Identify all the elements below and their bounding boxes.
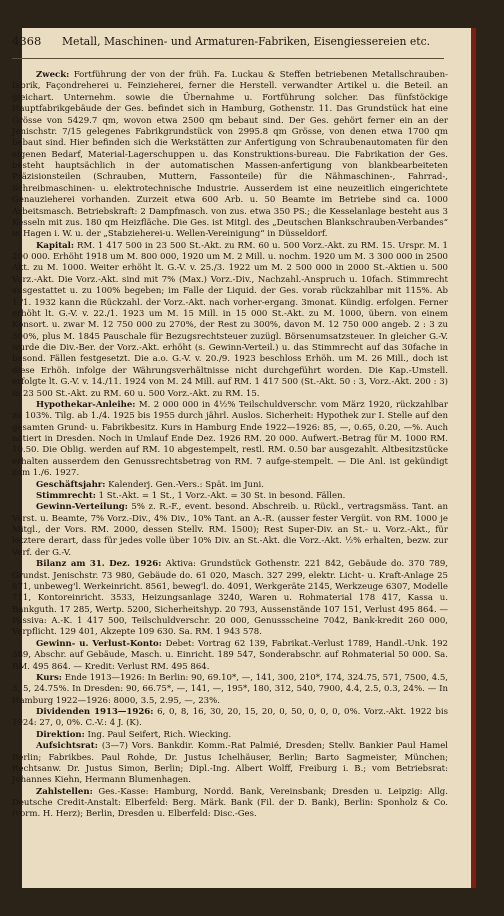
- paragraph-label: Zweck:: [36, 70, 70, 80]
- paragraph-label: Zahlstellen:: [36, 786, 93, 797]
- paragraph: [12, 559, 448, 639]
- paragraph: [12, 480, 448, 491]
- paragraph: [12, 502, 448, 559]
- paragraph: [12, 707, 448, 730]
- header-rule: [12, 58, 444, 59]
- paragraph: [12, 639, 448, 673]
- paragraph-label: Aufsichtsrat:: [36, 741, 98, 752]
- running-title: Metall, Maschinen- und Armaturen-Fabriken, Eisengiessereien etc.: [62, 35, 431, 48]
- page-body: [12, 70, 448, 821]
- page-number: 4368: [12, 34, 42, 48]
- paragraph: [12, 491, 448, 502]
- paragraph-text: 1 St.-Akt. = 1 St., 1 Vorz.-Akt. = 30 St. in besond. Fällen.: [95, 490, 346, 501]
- paragraph-label: Direktion:: [36, 729, 85, 740]
- paragraph: [12, 787, 448, 821]
- paragraph-text: 5% z. R.-F., event. besond. Abschreib. u. Rückl., vertragsmäss. Tant. an Vorst. u. Beamte, 7% Vorz.-Div., 4% Div., 10% Tant. an A.-R. (ausser fester Vergüt. von RM. 1000 je Mitgl., der Vors. RM. 2000, dessen Stellv. RM. 1500); Rest Super-Div. an St.- u. Vorz.-Akt., für letztere derart, dass für jedes volle über 10% Div. an St.-Akt. die Vorz.-Akt. ½% erhalten, bezw. zur Verf. der G.-V.: [12, 502, 448, 558]
- paragraph-label: Kurs:: [36, 672, 62, 683]
- paragraph-text: Debet: Vortrag 62 139, Fabrikat.-Verlust 1789, Handl.-Unk. 192 389, Abschr. auf Gebäude, Masch. u. Einricht. 189 547, Sonderabschr. auf Rohmaterial 50 000. Sa. RM. 495 864. — Kredit: Verlust RM. 495 864.: [12, 638, 448, 672]
- paragraph: [12, 400, 448, 480]
- paragraph: [12, 730, 448, 741]
- paragraph-label: Gewinn- u. Verlust-Konto:: [36, 638, 162, 649]
- paragraph-label: Kapital:: [36, 240, 75, 251]
- paragraph: [12, 673, 448, 707]
- paragraph-label: Geschäftsjahr:: [36, 479, 106, 490]
- book-spine-edge: [471, 28, 476, 888]
- paragraph-text: 6, 0, 8, 16, 30, 20, 15, 20, 0, 50, 0, 0, 0, 0%. Vorz.-Akt. 1922 bis 1924: 27, 0, 0%. C.-V.: 4 J. (K).: [12, 707, 449, 729]
- paragraph-label: Dividenden 1913—1926:: [36, 707, 154, 717]
- paragraph-text: M. 2 000 000 in 4½% Teilschuldverschr. vom März 1920, rückzahlbar zu 103%. Tilg. ab 1./4. 1925 bis 1955 durch jährl. Auslos. Sicherheit: Hypothek zur I. Stelle auf den gesamten Grund- u. Fabrikbesitz. Kurs in Hamburg Ende 1922—1926: 85, —, 0.65, 0.20, —%. Auch notiert in Dresden. Noch in Umlauf Ende Dez. 1926 RM. 20 000. Aufwert.-Betrag für M. 1000 RM. 10.50. Die Oblig. werden auf RM. 10 abgestempelt, restl. RM. 0.50 bar ausgezahlt. Altbesitzstücke erhalten ausserdem den Genussrechtsbetrag von RM. 7 aufge-stempelt. — Die Anl. ist gekündigt zum 1./6. 1927.: [12, 399, 448, 479]
- paragraph: [12, 241, 448, 400]
- paragraph-text: Ges.-Kasse: Hamburg, Nordd. Bank, Vereinsbank; Dresden u. Leipzig: Allg. Deutsche Credit-Anstalt: Elberfeld: Berg. Märk. Bank (Fil. der D. Bank), Berlin: Sponholz & Co. (vorm. H. Herz); Berlin, Dresden u. Elberfeld: Disc.-Ges.: [12, 786, 448, 820]
- paragraph-text: Ing. Paul Seifert, Rich. Wiecking.: [84, 729, 232, 740]
- paragraph: [12, 70, 448, 241]
- page-header: [12, 34, 452, 48]
- paragraph-text: Fortführung der von der früh. Fa. Luckau & Steffen betriebenen Metallschrauben-fabrik, Façondreherei u. Feinzieherei, ferner die Herstell. verwandter Artikel u. die Beteil. an gleichart. Unternehm. sowie die Übernahme u. Fortführung solcher. Das fünfstöckige Hauptfabrikgebäude der Ges. befindet sich in Hamburg, Gothenstr. 11. Das Grundstück hat eine Grösse von 5429.7 qm, wovon etwa 2500 qm bebaut sind. Der Ges. gehört ferner ein an der Jenischstr. 7/15 gelegenes Fabrikgrundstück von 2995.8 qm Grösse, von denen etwa 1700 qm bebaut sind. Hier befinden sich die Werkstätten zur Anfertigung von Schraubenautomaten für den eigenen Bedarf, Material-Lagerschuppen u. das Konstruktions-bureau. Die Fabrikation der Ges. besteht hauptsächlich in der automatischen Massen-anfertigung von blankbearbeiteten Präzisionsteilen (Schrauben, Muttern, Fassonteile) für die Nähmaschinen-, Fahrrad-, Schreibmaschinen- u. elektrotechnische Industrie. Ausserdem ist eine neuzeitlich eingerichtete Genauzieherei vorhanden. Zurzeit etwa 600 Arb. u. 50 Beamte im Betriebe sind ca. 1000 Arbeitsmasch. Betriebskraft: 2 Dampfmasch. von zus. etwa 350 PS.; die Kesselanlage besteht aus 3 Kesseln mit zus. 180 qm Heizfläche. Die Ges. ist Mitgl. des „Deutschen Blankschrauben-Verbandes“ in Hagen i. W. u. der „Stabzieherei-u. Wellen-Vereinigung“ in Düsseldorf.: [12, 70, 448, 240]
- paragraph-label: Stimmrecht:: [36, 490, 96, 501]
- paragraph-text: Kalenderj. Gen.-Vers.: Spät. im Juni.: [105, 479, 264, 490]
- paragraph: [12, 741, 448, 787]
- paragraph-text: Ende 1913—1926: In Berlin: 90, 69.10*, —, 141, 300, 210*, 174, 324.75, 571, 7500, 4.5, 3, 5, 24.75%. In Dresden: 90, 66.75*, —, 141, —, 195*, 180, 312, 540, 7900, 4.4, 2.5, 0.3, 24%. — In Hamburg 1922—1926: 8000, 3.5, 2.95, —, 23%.: [12, 672, 448, 706]
- paragraph-label: Bilanz am 31. Dez. 1926:: [36, 559, 162, 570]
- paragraph-label: Hypothekar-Anleihe:: [36, 399, 136, 410]
- paragraph-text: (3—7) Vors. Bankdir. Komm.-Rat Palmié, Dresden; Stellv. Bankier Paul Hamel Berlin; Fabrikbes. Paul Rohde, Dr. Justus Ichelhäuser, Berlin; Barto Sagmeister, München; Rechtsanw. Dr. Justus Simon, Berlin; Dipl.-Ing. Albert Wolff, Freiburg i. B.; vom Betriebsrat: Johannes Kiehn, Hermann Blumenhagen.: [12, 741, 448, 786]
- paragraph-text: RM. 1 417 500 in 23 500 St.-Akt. zu RM. 60 u. 500 Vorz.-Akt. zu RM. 15. Urspr. M. 1 200 000. Erhöht 1918 um M. 800 000, 1920 um M. 2 Mill. u. nochm. 1920 um M. 3 300 000 in 2500 Akt. zu M. 1000. Weiter erhöht lt. G.-V. v. 25./3. 1922 um M. 2 500 000 in 2000 St.-Aktien u. 500 Vorz.-Akt. Die Vorz.-Akt. sind mit 7% (Max.) Vorz.-Div., Nachzahl.-Anspruch u. 10fach. Stimmrecht ausgestattet u. zu 100% begeben; im Falle der Liquid. der Ges. vorab rückzahlbar mit 115%. Ab 1./1. 1932 kann die Rückzahl. der Vorz.-Akt. nach vorher-ergang. 3monat. Kündig. erfolgen. Ferner erhöht lt. G.-V. v. 22./1. 1923 um M. 15 Mill. in 15 000 St.-Akt. zu M. 1000, übern. von einem Konsort. u. zwar M. 12 750 000 zu 270%, der Rest zu 300%, davon M. 12 750 000 angeb. 2 : 3 zu 300%, plus M. 1845 Pauschale für Bezugsrechtsteuer zuzügl. Börsenumsatzsteuer. In gleicher G.-V. wurde die Div.-Ber. der Vorz.-Akt. erhöht (s. Gewinn-Verteil.) u. das Stimmrecht auf das 30fache in besond. Fällen festgesetzt. Die a.o. G.-V. v. 20./9. 1923 beschloss Erhöh. um M. 26 Mill., doch ist diese Erhöh. infolge der Währungsverhältnisse nicht durchgeführt worden. Die Kap.-Umstell. erfolgte lt. G.-V. v. 14./11. 1924 von M. 24 Mill. auf RM. 1 417 500 (St.-Akt. 50 : 3, Vorz.-Akt. 200 : 3) in 23 500 St.-Akt. zu RM. 60 u. 500 Vorz.-Akt. zu RM. 15.: [12, 240, 448, 399]
- paragraph-label: Gewinn-Verteilung:: [36, 502, 128, 513]
- paragraph-text: Aktiva: Grundstück Gothenstr. 221 842, Gebäude do. 370 789, Grundst. Jenischstr. 73 980, Gebäude do. 61 020, Masch. 327 299, elektr. Licht- u. Kraft-Anlage 25 871, unbeweg'l. Werkeinricht. 8561, beweg'l. do. 4091, Werkgeräte 2145, Werkzeuge 6307, Modelle 711, Kontoreinricht. 3533, Heizungsanlage 3240, Waren u. Rohmaterial 178 417, Kassa u. Bankguth. 17 285, Wertp. 5200, Sicherheitshyp. 20 793, Aussenstände 107 151, Verlust 495 864. — Passiva: A.-K. 1 417 500, Teilschuldverschr. 20 000, Genussscheine 7042, Bank-kredit 260 000, Verpflicht. 129 401, Akzepte 109 630. Sa. RM. 1 943 578.: [12, 559, 448, 638]
